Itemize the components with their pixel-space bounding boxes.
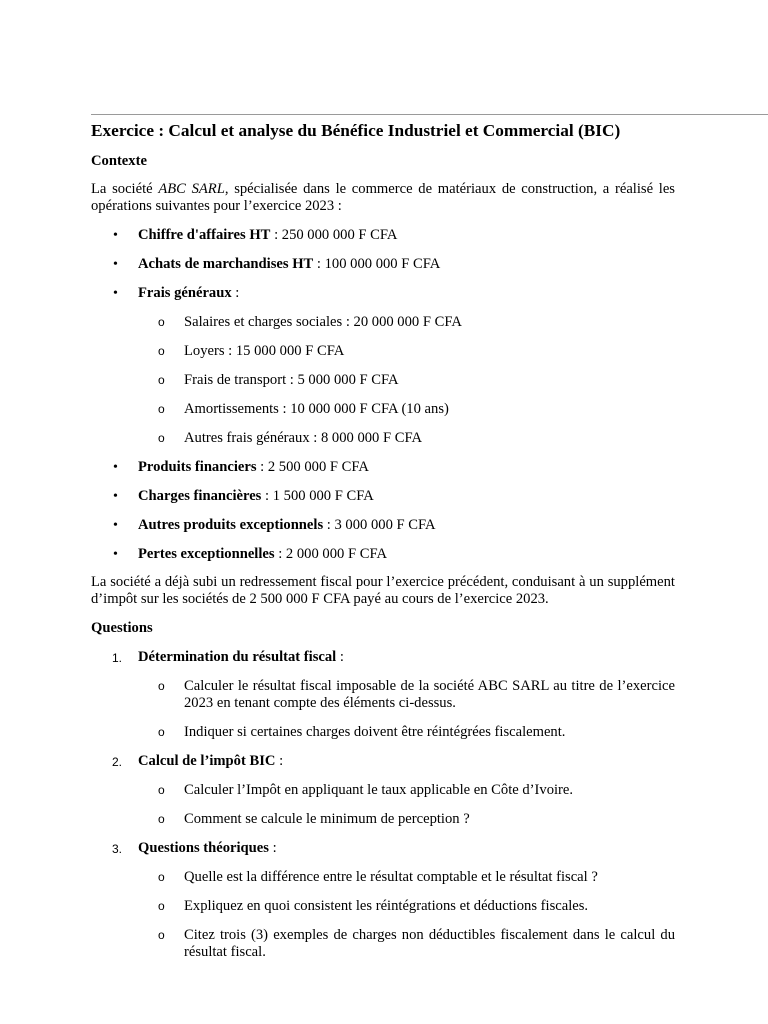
header-rule xyxy=(91,114,768,115)
sub-item-text: Salaires et charges sociales : 20 000 000 F CFA xyxy=(184,314,462,330)
bullet-icon: • xyxy=(113,228,118,243)
bullet-icon: • xyxy=(113,286,118,301)
sub-item-text: Calculer l’Impôt en appliquant le taux applicable en Côte d’Ivoire. xyxy=(184,782,574,798)
question-suffix: : xyxy=(275,753,284,769)
bullet-icon: • xyxy=(113,489,118,504)
sub-item-text: Amortissements : 10 000 000 F CFA (10 ans) xyxy=(184,401,449,417)
circle-bullet-icon: o xyxy=(158,870,165,884)
circle-bullet-icon: o xyxy=(158,402,165,416)
sub-item xyxy=(138,898,675,915)
sub-item xyxy=(138,314,675,331)
sub-item xyxy=(138,401,675,418)
sub-item-text: Loyers : 15 000 000 F CFA xyxy=(184,343,345,359)
question-title: Calcul de l’impôt BIC xyxy=(138,753,276,769)
sub-item-text: Calculer le résultat fiscal imposable de la société ABC SARL au titre de l’exercice 2023 en tenant compte des éléments ci-dessus. xyxy=(184,678,675,711)
operations-list xyxy=(91,227,675,563)
item-value: : 3 000 000 F CFA xyxy=(323,517,436,533)
bullet-icon: • xyxy=(113,518,118,533)
sub-item xyxy=(138,724,675,741)
item-value: : 100 000 000 F CFA xyxy=(313,256,441,272)
question-item xyxy=(91,649,675,741)
bullet-icon: • xyxy=(113,460,118,475)
list-item xyxy=(91,285,675,447)
circle-bullet-icon: o xyxy=(158,431,165,445)
exercise-title: Exercice : Calcul et analyse du Bénéfice Industriel et Commercial (BIC) xyxy=(91,121,621,140)
item-label: Produits financiers xyxy=(138,459,257,475)
circle-bullet-icon: o xyxy=(158,928,165,942)
list-item xyxy=(91,517,675,534)
sub-item xyxy=(138,782,675,799)
circle-bullet-icon: o xyxy=(158,373,165,387)
item-label: Charges financières xyxy=(138,488,262,504)
intro-before: La société xyxy=(91,181,159,197)
item-label: Frais généraux xyxy=(138,285,232,301)
question-title: Questions théoriques xyxy=(138,840,269,856)
question-item xyxy=(91,753,675,828)
circle-bullet-icon: o xyxy=(158,812,165,826)
sub-item xyxy=(138,811,675,828)
sub-item-text: Autres frais généraux : 8 000 000 F CFA xyxy=(184,430,423,446)
sub-item xyxy=(138,927,675,961)
sub-item xyxy=(138,372,675,389)
sub-item xyxy=(138,678,675,712)
list-item xyxy=(91,488,675,505)
sub-item xyxy=(138,430,675,447)
frais-sublist xyxy=(138,314,675,447)
list-item xyxy=(91,227,675,244)
question-title: Détermination du résultat fiscal xyxy=(138,649,337,665)
item-value: : 250 000 000 F CFA xyxy=(270,227,398,243)
item-value: : xyxy=(231,285,240,301)
question-sublist xyxy=(138,869,675,961)
redressement-note: La société a déjà subi un redressement fiscal pour l’exercice précédent, conduisant à un supplément d’impôt sur les sociétés de 2 500 000 F CFA payé au cours de l’exercice 2023. xyxy=(91,574,675,607)
sub-item-text: Quelle est la différence entre le résultat comptable et le résultat fiscal ? xyxy=(184,869,598,885)
sub-item-text: Frais de transport : 5 000 000 F CFA xyxy=(184,372,399,388)
circle-bullet-icon: o xyxy=(158,725,165,739)
question-sublist xyxy=(138,782,675,828)
questions-list xyxy=(91,649,675,961)
company-name: ABC SARL xyxy=(158,181,225,197)
document-body xyxy=(91,121,675,961)
question-suffix: : xyxy=(268,840,277,856)
sub-item-text: Comment se calcule le minimum de perception ? xyxy=(184,811,470,827)
question-number: 1. xyxy=(112,651,123,665)
sub-item-text: Expliquez en quoi consistent les réintégrations et déductions fiscales. xyxy=(184,898,589,914)
list-item xyxy=(91,546,675,563)
circle-bullet-icon: o xyxy=(158,315,165,329)
circle-bullet-icon: o xyxy=(158,899,165,913)
list-item xyxy=(91,459,675,476)
sub-item xyxy=(138,343,675,360)
question-number: 2. xyxy=(112,755,123,769)
bullet-icon: • xyxy=(113,547,118,562)
item-label: Chiffre d'affaires HT xyxy=(138,227,271,243)
item-value: : 2 000 000 F CFA xyxy=(274,546,388,562)
circle-bullet-icon: o xyxy=(158,344,165,358)
contexte-intro xyxy=(91,181,675,215)
question-item xyxy=(91,840,675,961)
item-value: : 1 500 000 F CFA xyxy=(261,488,374,504)
bullet-icon: • xyxy=(113,257,118,272)
item-label: Pertes exceptionnelles xyxy=(138,546,275,562)
sub-item-text: Indiquer si certaines charges doivent être réintégrées fiscalement. xyxy=(184,724,566,740)
intro-after: , spécialisée dans le commerce de matériaux de construction, a réalisé les opérations suivantes pour l’exercice 2023 : xyxy=(91,181,675,214)
list-item xyxy=(91,256,675,273)
question-number: 3. xyxy=(112,842,123,856)
sub-item-text: Citez trois (3) exemples de charges non déductibles fiscalement dans le calcul du résultat fiscal. xyxy=(184,927,675,960)
item-label: Autres produits exceptionnels xyxy=(138,517,324,533)
sub-item xyxy=(138,869,675,886)
item-label: Achats de marchandises HT xyxy=(138,256,314,272)
questions-heading: Questions xyxy=(91,620,153,636)
circle-bullet-icon: o xyxy=(158,783,165,797)
contexte-heading: Contexte xyxy=(91,153,147,169)
item-value: : 2 500 000 F CFA xyxy=(256,459,369,475)
question-sublist xyxy=(138,678,675,741)
circle-bullet-icon: o xyxy=(158,679,165,693)
question-suffix: : xyxy=(336,649,344,665)
